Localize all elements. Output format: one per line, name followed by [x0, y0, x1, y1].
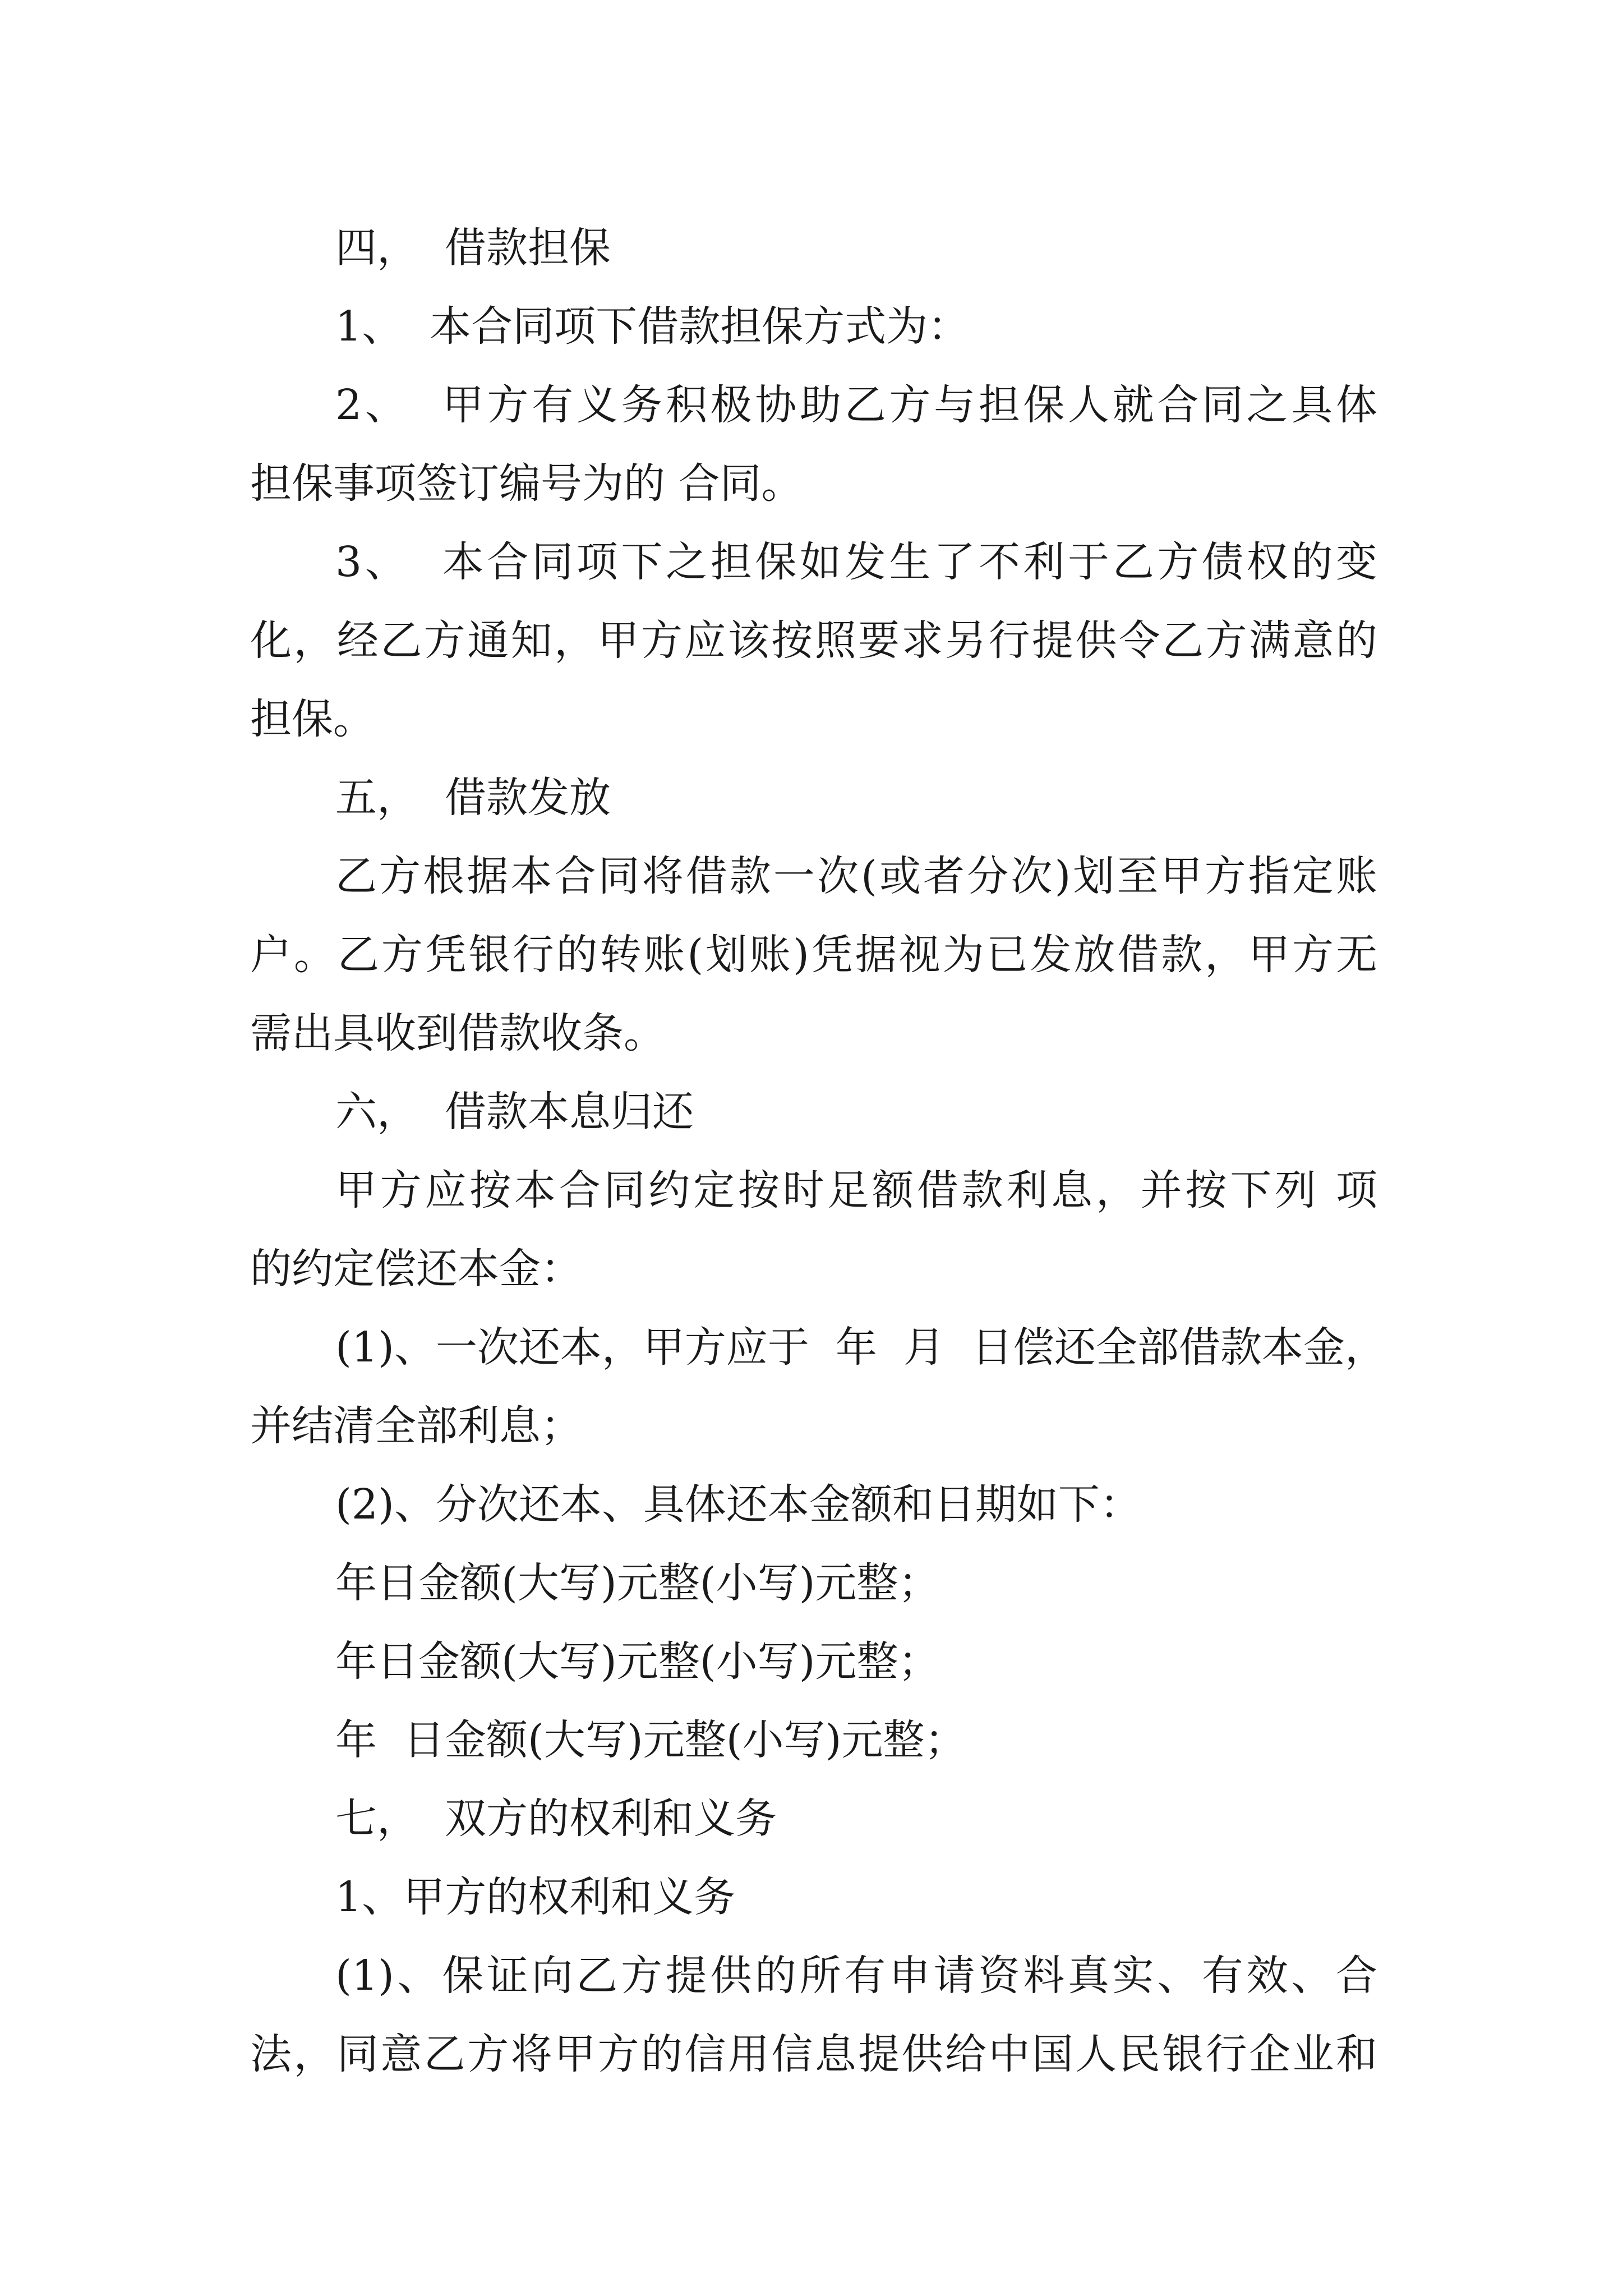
paragraph-line: 担保事项签订编号为的 合同。	[250, 459, 803, 508]
schedule-line: 年 日金额(大写)元整(小写)元整；	[335, 1716, 966, 1764]
paragraph-line: (2)、分次还本、具体还本金额和日期如下：	[335, 1480, 1141, 1529]
section-heading-repayment: 六， 借款本息归还	[335, 1088, 694, 1136]
paragraph-line: 乙方根据本合同将借款一次(或者分次)划至甲方指定账	[335, 852, 1377, 900]
paragraph-line: 3、 本合同项下之担保如发生了不利于乙方债权的变	[335, 538, 1377, 586]
paragraph-line: 担保。	[250, 695, 375, 743]
paragraph-line: 并结清全部利息；	[250, 1402, 582, 1450]
section-heading-rights-obligations: 七， 双方的权利和义务	[335, 1795, 777, 1843]
paragraph-line: 甲方应按本合同约定按时足额借款利息，并按下列 项	[335, 1166, 1377, 1214]
paragraph-line: 2、 甲方有义务积极协助乙方与担保人就合同之具体	[335, 381, 1377, 429]
paragraph-line: 的约定偿还本金：	[250, 1245, 582, 1293]
section-heading-guarantee: 四， 借款担保	[335, 224, 611, 272]
section-heading-disbursement: 五， 借款发放	[335, 774, 611, 822]
schedule-line: 年日金额(大写)元整(小写)元整；	[335, 1637, 940, 1686]
paragraph-line: 需出具收到借款收条。	[250, 1009, 665, 1057]
schedule-line: 年日金额(大写)元整(小写)元整；	[335, 1559, 940, 1607]
paragraph-line: 法，同意乙方将甲方的信用信息提供给中国人民银行企业和	[250, 2030, 1377, 2078]
subsection-heading: 1、甲方的权利和义务	[335, 1873, 736, 1921]
paragraph-line: 1、 本合同项下借款担保方式为：	[335, 302, 970, 351]
paragraph-line: 户。乙方凭银行的转账(划账)凭据视为已发放借款，甲方无	[250, 931, 1377, 979]
paragraph-line: 化，经乙方通知，甲方应该按照要求另行提供令乙方满意的	[250, 616, 1377, 665]
paragraph-line: (1)、一次还本，甲方应于 年 月 日偿还全部借款本金，	[335, 1323, 1386, 1372]
document-body	[250, 209, 1386, 2093]
paragraph-line: (1)、保证向乙方提供的所有申请资料真实、有效、合	[335, 1952, 1377, 2000]
